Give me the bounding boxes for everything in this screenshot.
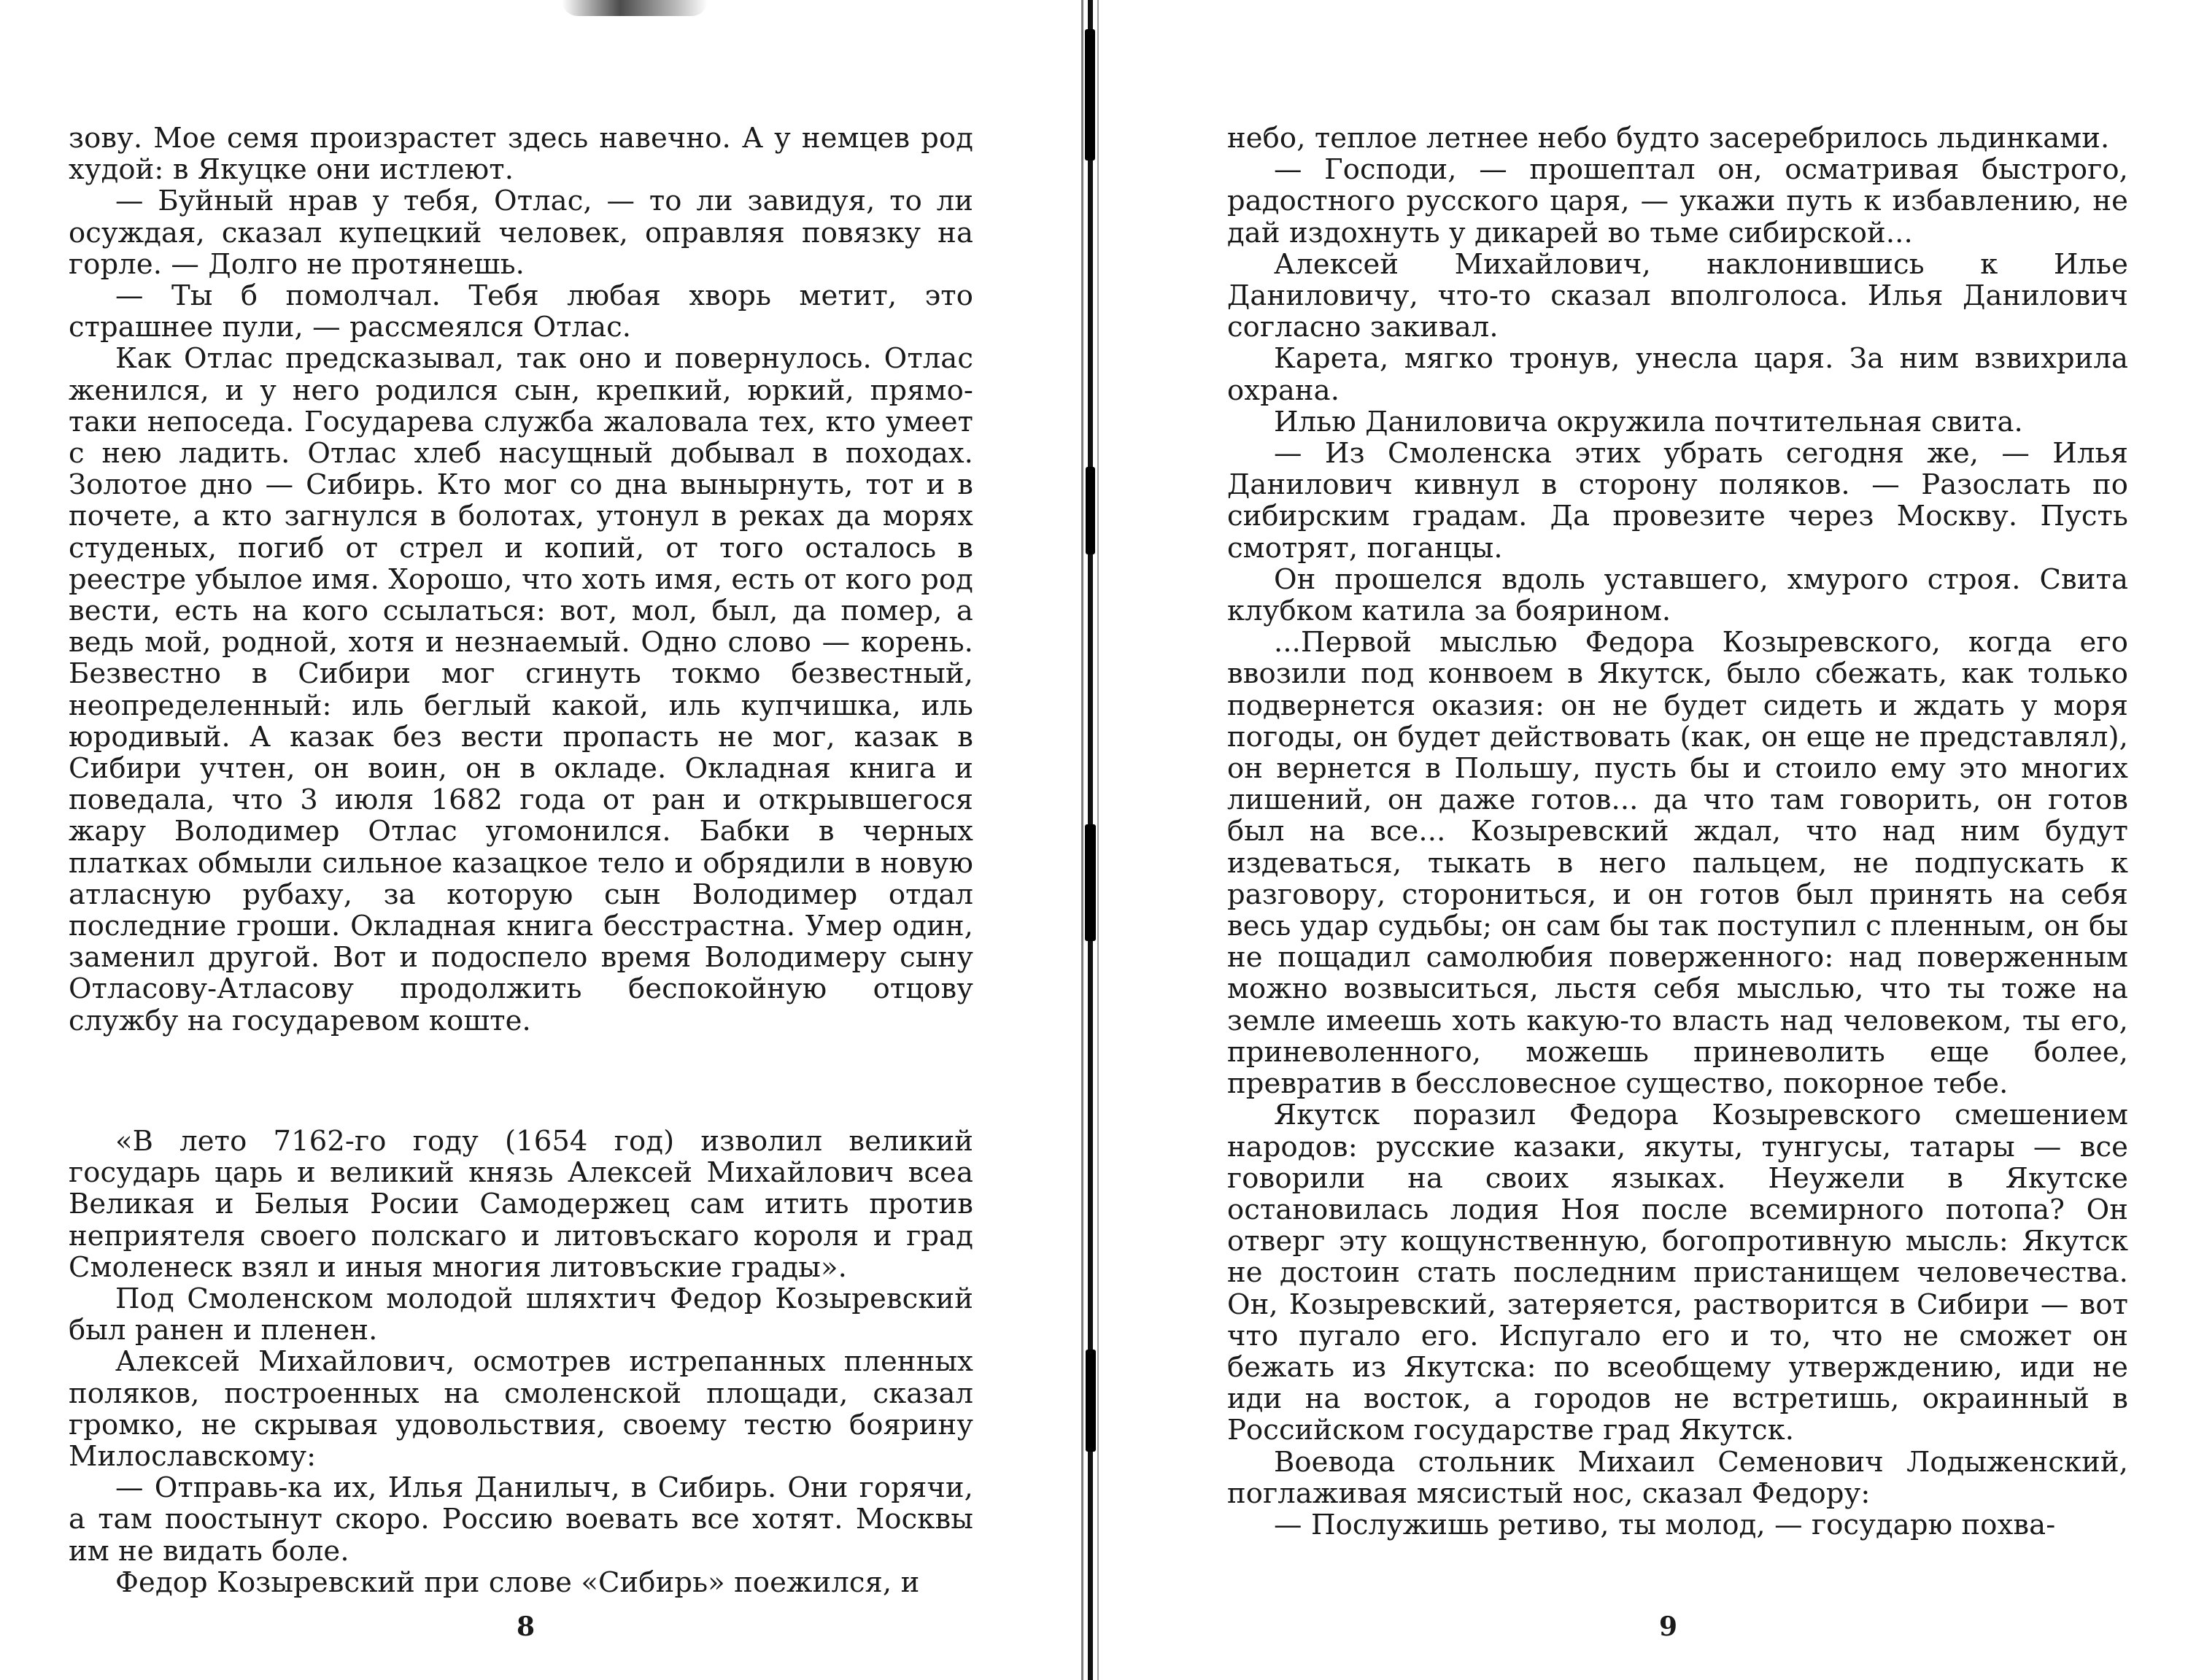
paragraph: Якутск поразил Федора Козыревского смешением народов: русские казаки, якуты, тунгусы, татары — все говорили на своих языках. Неужели в Якутске остановилась лодия Ноя после всемирного потопа? Он отверг эту кощунственную, богопротивную мысль: Якутск не достоин стать последним пристанищем человечества. Он, Козыревский, затеряется, растворится в Сибири — вот что пугало его. Испугало его и то, что не сможет он бежать из Якутска: по всеобщему утверждению, иди не иди на восток, а городов не встретишь, окраинный в Российском государстве град Якутск.	[1227, 1099, 2128, 1447]
paragraph: — Послужишь ретиво, ты молод, — государю похва-	[1274, 1508, 2056, 1541]
gutter-ink-mark	[1086, 1350, 1096, 1452]
paragraph: ...Первой мыслью Федора Козыревского, когда его ввозили под конвоем в Якутск, было сбежать, как только подвернется оказия: он не будет сидеть и ждать у моря погоды, он будет действовать (как, он еще не представлял), он вернется в Польшу, пусть бы и стоило ему это многих лишений, он даже готов... да что там говорить, он готов был на все... Козыревский ждал, что над ним будут издеваться, тыкать в него пальцем, не подпускать к разговору, сторониться, и он готов был принять на себя весь удар судьбы; он сам бы так поступил с пленным, он бы не пощадил самолюбия поверженного: над поверженным можно возвыситься, льстя себя мыслью, что ты тоже на земле имеешь хоть какую-то власть над человеком, ты его, приневоленного, можешь приневолить еще более, превратив в бессловесное существо, покорное тебе.	[1227, 626, 2128, 1101]
gutter-shadow	[1097, 0, 1099, 1680]
right-page	[1103, 0, 2188, 1680]
left-text-column	[69, 123, 973, 1598]
gutter-ink-mark	[1085, 824, 1096, 941]
left-page	[0, 0, 1084, 1680]
paragraph: Федор Козыревский при слове «Сибирь» поежился, и	[115, 1565, 920, 1599]
paragraph: «В лето 7162-го году (1654 год) изволил великий государь царь и великий князь Алексей Михайлович всеа Великая и Белыя Росии Самодержец сам итить против неприятеля своего полскаго и литовъскаго короля и град Смоленеск взял и иныя многия литовъские грады».	[69, 1124, 973, 1284]
page-number-right: 9	[1659, 1611, 1678, 1642]
gutter-shadow	[1081, 0, 1083, 1680]
page-number-left: 8	[517, 1611, 536, 1642]
paragraph: Воевода стольник Михаил Семенович Лодыженский, поглаживая мясистый нос, сказал Федору:	[1227, 1445, 2128, 1510]
gutter-ink-mark	[1086, 467, 1095, 554]
paragraph: Под Смоленском молодой шляхтич Федор Козыревский был ранен и пленен.	[69, 1282, 973, 1347]
paragraph: Как Отлас предсказывал, так оно и повернулось. Отлас женился, и у него родился сын, крепкий, юркий, прямо-таки непоседа. Государева служба жаловала тех, кто умеет с нею ладить. Отлас хлеб насущный добывал в походах. Золотое дно — Сибирь. Кто мог со дна вынырнуть, тот и в почете, а кто загнулся в болотах, утонул в реках да морях студеных, погиб от стрел и копий, от того осталось в реестре убылое имя. Хорошо, что хоть имя, есть от кого род вести, есть на кого ссылаться: вот, мол, был, да помер, а ведь мой, родной, хотя и незнаемый. Одно слово — корень. Безвестно в Сибири мог сгинуть токмо безвестный, неопределенный: иль беглый какой, иль купчишка, иль юродивый. А казак без вести пропасть не мог, казак в Сибири учтен, он воин, он в окладе. Окладная книга и поведала, что 3 июля 1682 года от ран и открывшегося жару Володимер Отлас угомонился. Бабки в черных платках обмыли сильное казацкое тело и обрядили в новую атласную рубаху, за которую сын Володимер отдал последние гроши. Окладная книга бесстрастна. Умер один, заменил другой. Вот и подоспело время Володимеру сыну Отласову-Атласову продолжить беспокойную отцову службу на государевом коште.	[69, 342, 973, 1037]
paragraph: Карета, мягко тронув, унесла царя. За ним взвихрила охрана.	[1227, 342, 2128, 407]
gutter-ink-mark	[1085, 29, 1095, 160]
paragraph: — Господи, — прошептал он, осматривая быстрого, радостного русского царя, — укажи путь к избавлению, не дай издохнуть у дикарей во тьме сибирской...	[1227, 153, 2128, 249]
paragraph: Он прошелся вдоль уставшего, хмурого строя. Свита клубком катила за боярином.	[1227, 562, 2128, 628]
paragraph: Илью Даниловича окружила почтительная свита.	[1274, 405, 2023, 438]
section-break	[69, 1037, 973, 1126]
paragraph: Алексей Михайлович, наклонившись к Илье Даниловичу, что-то сказал вполголоса. Илья Данилович согласно закивал.	[1227, 247, 2128, 344]
paragraph: — Ты б помолчал. Тебя любая хворь метит, это страшнее пули, — рассмеялся Отлас.	[69, 279, 973, 344]
paragraph: — Буйный нрав у тебя, Отлас, — то ли завидуя, то ли осуждая, сказал купецкий человек, оправляя повязку на горле. — Долго не протянешь.	[69, 185, 973, 281]
paragraph: Алексей Михайлович, осмотрев истрепанных пленных поляков, построенных на смоленской площади, сказал громко, не скрывая удовольствия, своему тестю боярину Милославскому:	[69, 1345, 973, 1473]
paragraph: небо, теплое летнее небо будто засеребрилось льдинками.	[1227, 122, 2110, 155]
paragraph: зову. Мое семя произрастет здесь навечно. А у немцев род худой: в Якуцке они истлеют.	[69, 122, 973, 187]
paragraph: — Из Смоленска этих убрать сегодня же, — Илья Данилович кивнул в сторону поляков. — Разослать по сибирским градам. Да провезите через Москву. Пусть смотрят, поганцы.	[1227, 437, 2128, 565]
right-text-column	[1227, 123, 2128, 1541]
paragraph: — Отправь-ка их, Илья Данилыч, в Сибирь. Они горячи, а там поостынут скоро. Россию воевать все хотят. Москвы им не видать боле.	[69, 1471, 973, 1568]
